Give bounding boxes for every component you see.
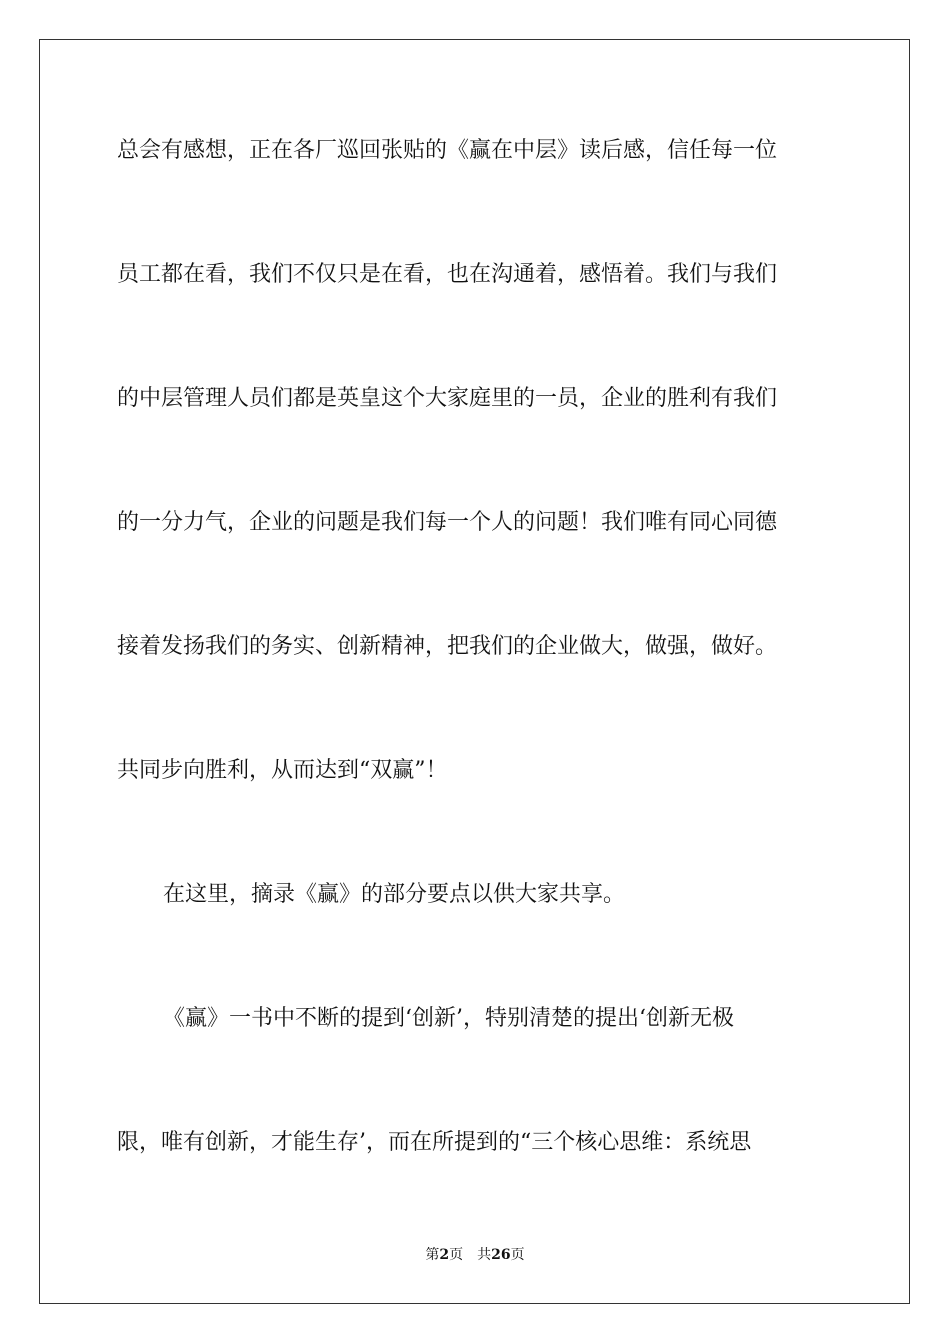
footer-page-current: 2 (439, 1247, 450, 1263)
page-footer (0, 1245, 950, 1265)
footer-page-prefix: 第 (425, 1247, 440, 1263)
page-border (39, 39, 910, 1304)
footer-page-suffix: 页 (449, 1247, 464, 1263)
body-line-6: 共同步向胜利，从而达到“双赢”！ (117, 758, 448, 783)
body-line-4: 的一分力气，企业的问题是我们每一个人的问题！我们唯有同心同德 (117, 510, 778, 535)
footer-total-suffix: 页 (510, 1247, 525, 1263)
body-line-7: 在这里，摘录《赢》的部分要点以供大家共享。 (163, 882, 626, 907)
body-line-2: 员工都在看，我们不仅只是在看，也在沟通着，感悟着。我们与我们 (117, 262, 778, 287)
body-line-9: 限，唯有创新，才能生存’，而在所提到的“三个核心思维：系统思 (117, 1130, 752, 1155)
body-line-5: 接着发扬我们的务实、创新精神，把我们的企业做大，做强，做好。 (117, 634, 778, 659)
body-line-8: 《赢》一书中不断的提到‘创新’，特别清楚的提出‘创新无极 (163, 1006, 734, 1031)
footer-page-total: 26 (491, 1247, 511, 1263)
body-line-3: 的中层管理人员们都是英皇这个大家庭里的一员，企业的胜利有我们 (117, 386, 778, 411)
footer-total-prefix: 共 (477, 1247, 492, 1263)
body-line-1: 总会有感想，正在各厂巡回张贴的《赢在中层》读后感，信任每一位 (117, 138, 778, 163)
